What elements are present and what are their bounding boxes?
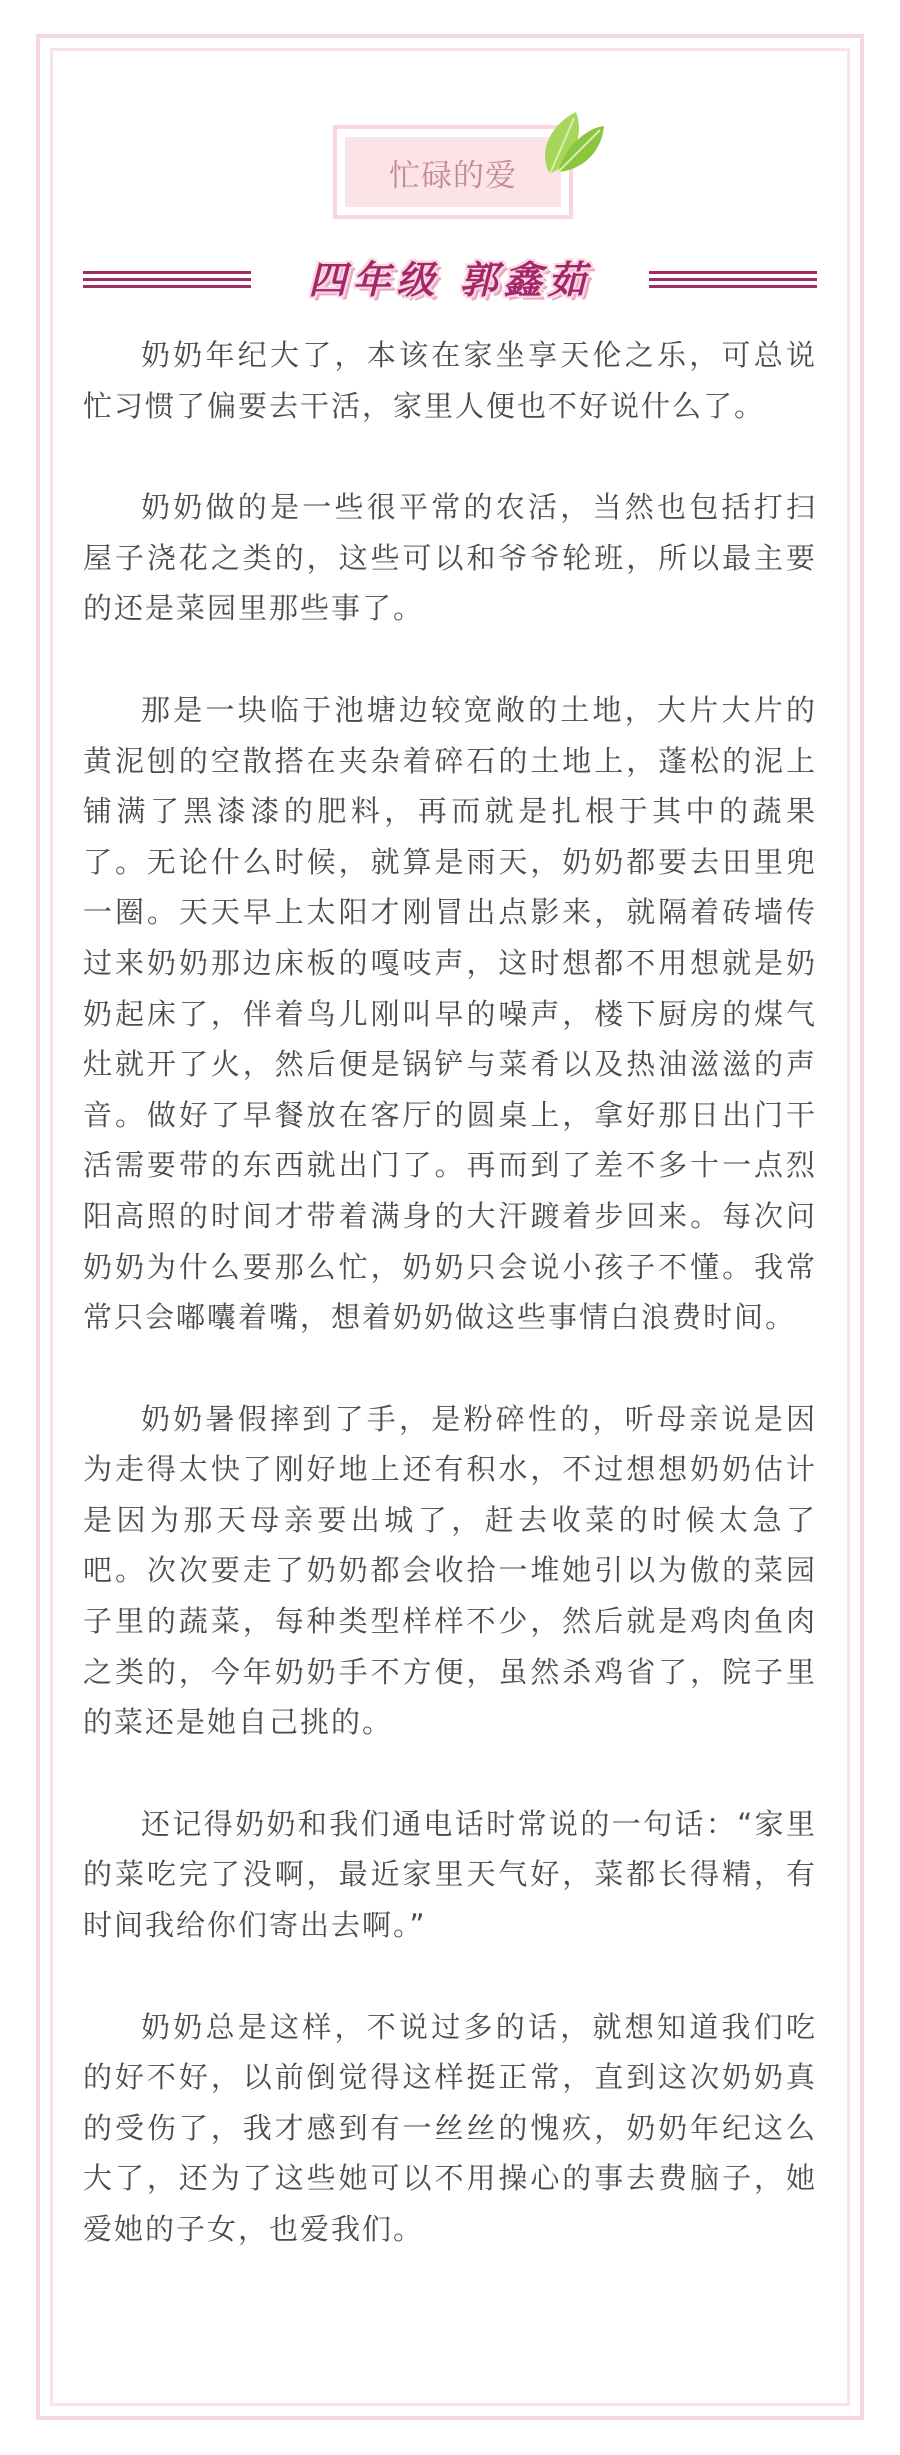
paragraph: 奶奶做的是一些很平常的农活，当然也包括打扫屋子浇花之类的，这些可以和爷爷轮班，所以最主要的还是菜园里那些事了。: [83, 490, 817, 626]
leaf-icon: [528, 104, 608, 180]
paragraph: 奶奶暑假摔到了手，是粉碎性的，听母亲说是因为走得太快了刚好地上还有积水，不过想想奶奶估计是因为那天母亲要出城了，赶去收菜的时候太急了吧。次次要走了奶奶都会收拾一堆她引以为傲的菜园子里的蔬菜，每种类型样样不少，然后就是鸡肉鱼肉之类的，今年奶奶手不方便，虽然杀鸡省了，院子里的菜还是她自己挑的。: [83, 1401, 817, 1740]
author-byline: 四年级 郭鑫茹: [308, 258, 592, 302]
article-body: [83, 330, 817, 2306]
page-title: 忙碌的爱: [389, 157, 517, 194]
author-row: [83, 254, 817, 306]
paragraph: 奶奶年纪大了，本该在家坐享天伦之乐，可总说忙习惯了偏要去干活，家里人便也不好说什么了。: [83, 338, 817, 423]
paragraph: 还记得奶奶和我们通电话时常说的一句话：“家里的菜吃完了没啊，最近家里天气好，菜都长得精，有时间我给你们寄出去啊。”: [83, 1806, 817, 1943]
paragraph: 那是一块临于池塘边较宽敞的土地，大片大片的黄泥刨的空散搭在夹杂着碎石的土地上，蓬松的泥上铺满了黑漆漆的肥料，再而就是扎根于其中的蔬果了。无论什么时候，就算是雨天，奶奶都要去田里兜一圈。天天早上太阳才刚冒出点影来，就隔着砖墙传过来奶奶那边床板的嘎吱声，这时想都不用想就是奶奶起床了，伴着鸟儿刚叫早的噪声，楼下厨房的煤气灶就开了火，然后便是锅铲与菜肴以及热油滋滋的声音。做好了早餐放在客厅的圆桌上，拿好那日出门干活需要带的东西就出门了。再而到了差不多十一点烈阳高照的时间才带着满身的大汗踱着步回来。每次问奶奶为什么要那么忙，奶奶只会说小孩子不懂。我常常只会嘟囔着嘴，想着奶奶做这些事情白浪费时间。: [83, 692, 817, 1335]
paragraph: 奶奶总是这样，不说过多的话，就想知道我们吃的好不好，以前倒觉得这样挺正常，直到这次奶奶真的受伤了，我才感到有一丝丝的愧疚，奶奶年纪这么大了，还为了这些她可以不用操心的事去费脑子，她爱她的子女，也爱我们。: [83, 2009, 817, 2246]
decorative-rule-right: [649, 271, 817, 291]
